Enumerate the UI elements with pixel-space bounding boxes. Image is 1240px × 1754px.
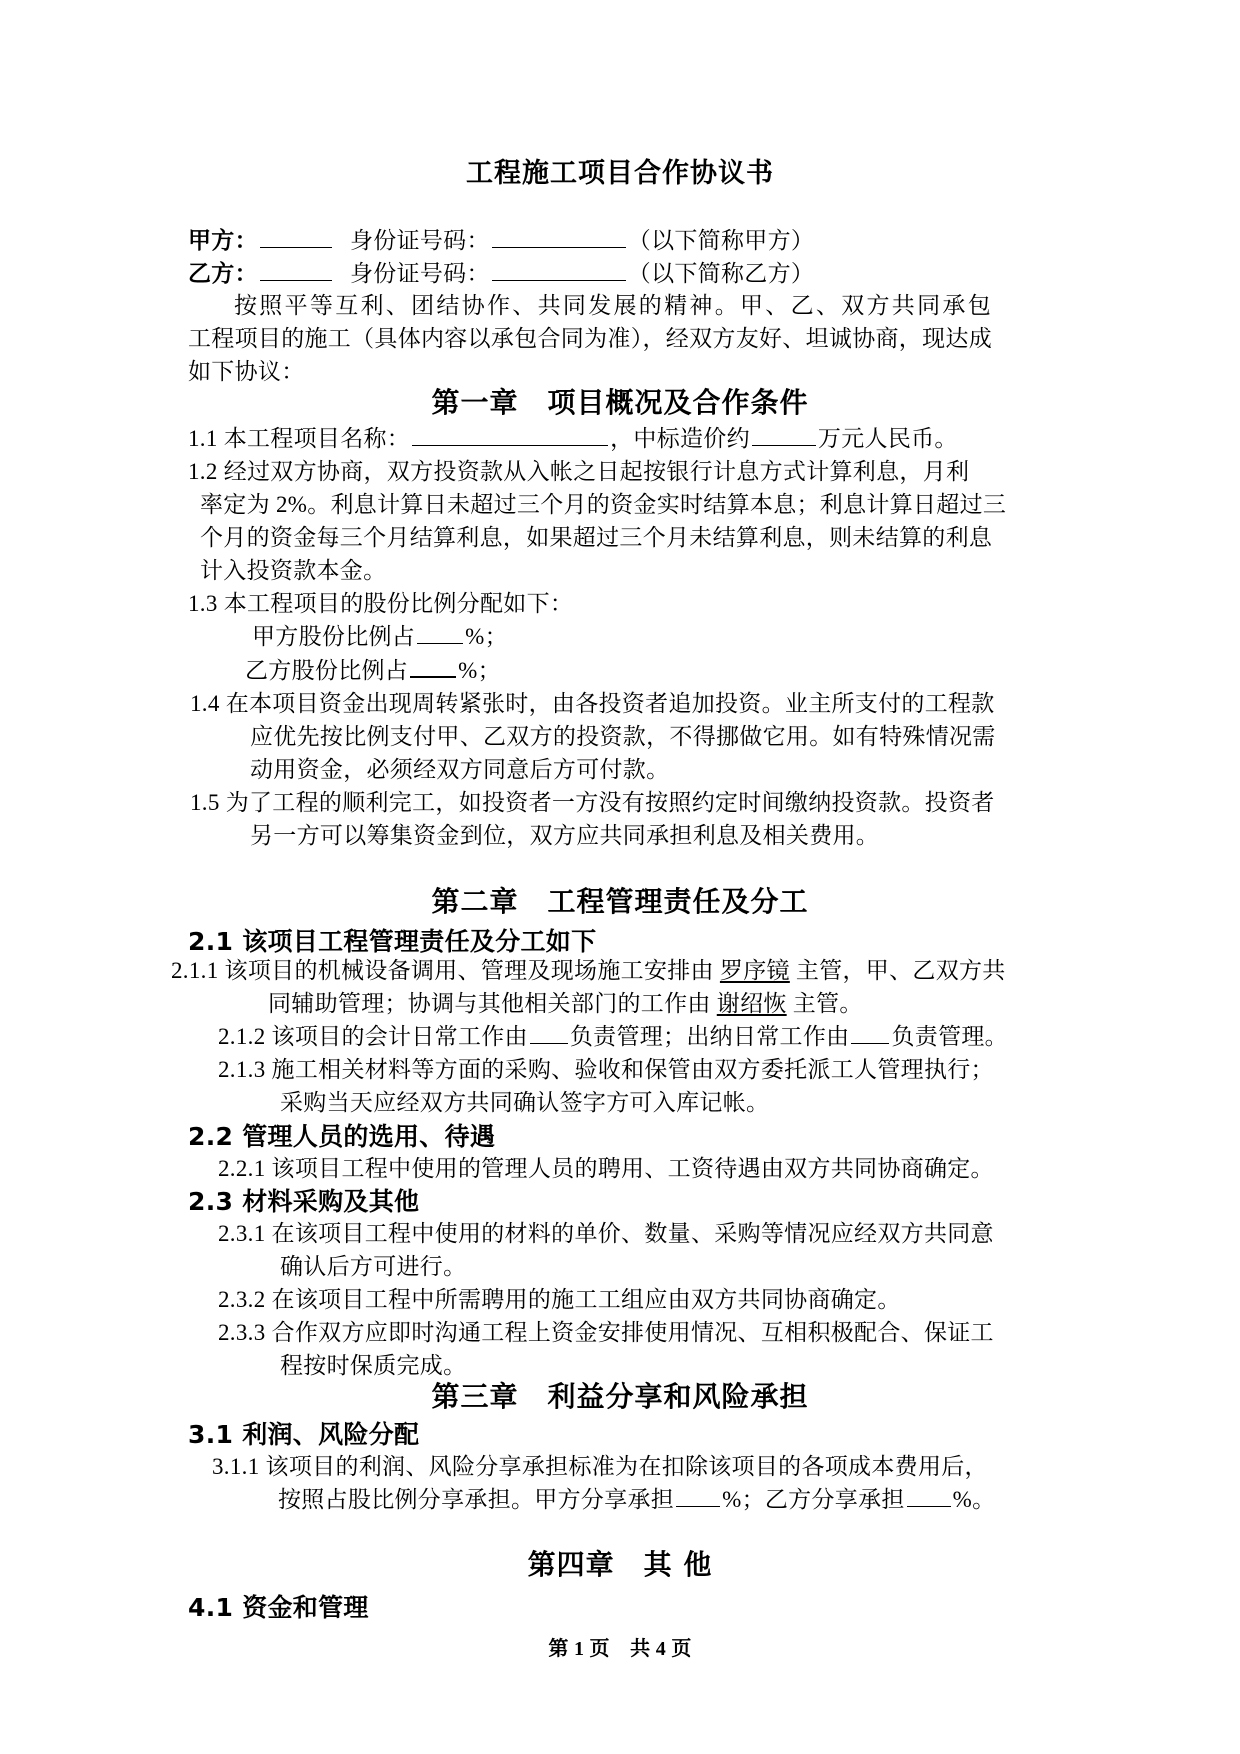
clause-1-1-text-a: 1.1 本工程项目名称： — [188, 426, 411, 451]
clause-1-1 — [188, 423, 958, 455]
page-footer: 第 1 页 共 4 页 — [548, 1638, 692, 1660]
section-2-3-title: 2.3 材料采购及其他 — [188, 1187, 420, 1216]
clause-2-3-1-line: 2.3.1 在该项目工程中使用的材料的单价、数量、采购等情况应经双方共同意 — [218, 1221, 994, 1246]
chapter-3-title: 第三章 利益分享和风险承担 — [431, 1380, 809, 1413]
share-a-blank — [417, 621, 463, 644]
party-a-suffix: （以下简称甲方） — [627, 228, 815, 253]
party-b-id-label: 身份证号码： — [349, 261, 490, 286]
party-b-line — [188, 258, 814, 290]
clause-2-2-1: 2.2.1 该项目工程中使用的管理人员的聘用、工资待遇由双方共同协商确定。 — [218, 1156, 994, 1181]
clause-3-1-1-text-b: %；乙方分享承担 — [722, 1487, 905, 1512]
clause-2-1-2-text-a: 2.1.2 该项目的会计日常工作由 — [218, 1024, 528, 1049]
clause-1-5-line: 另一方可以筹集资金到位，双方应共同承担利息及相关费用。 — [250, 823, 880, 848]
intro-line: 按照平等互利、团结协作、共同发展的精神。甲、乙、双方共同承包 — [234, 293, 993, 318]
intro-line: 工程项目的施工（具体内容以承包合同为准），经双方友好、坦诚协商，现达成 — [188, 326, 992, 351]
clause-2-1-2 — [218, 1021, 1008, 1053]
party-b-label: 乙方： — [188, 261, 258, 286]
clause-3-1-1-line2 — [278, 1484, 995, 1516]
party-a-line — [188, 225, 814, 257]
party-b-id-blank — [492, 258, 626, 281]
clause-2-1-1-text-b: 主管，甲、乙双方共 — [795, 958, 1006, 983]
clause-1-4-line: 1.4 在本项目资金出现周转紧张时，由各投资者追加投资。业主所支付的工程款 — [190, 691, 995, 716]
share-b-line — [245, 654, 501, 687]
cashier-blank — [851, 1021, 889, 1044]
clause-2-1-1-text-a: 2.1.1 该项目的机械设备调用、管理及现场施工安排由 — [171, 958, 714, 983]
clause-2-1-3-line: 采购当天应经双方共同确认签字方可入库记帐。 — [280, 1090, 770, 1115]
share-a-label: 甲方股份比例占 — [252, 624, 416, 649]
clause-2-3-3-line: 程按时保质完成。 — [280, 1353, 467, 1378]
profit-a-blank — [676, 1484, 720, 1507]
party-b-name-blank — [260, 258, 332, 281]
clause-1-2-line: 计入投资款本金。 — [200, 558, 387, 583]
clause-3-1-1-text-a: 按照占股比例分享承担。甲方分享承担 — [278, 1487, 675, 1512]
clause-2-1-1-line1 — [171, 955, 1006, 987]
clause-1-2-line: 个月的资金每三个月结算利息，如果超过三个月未结算利息，则未结算的利息 — [200, 525, 993, 550]
clause-3-1-1-text-c: %。 — [952, 1487, 996, 1512]
accountant-blank — [530, 1021, 568, 1044]
share-b-blank — [410, 654, 456, 678]
chapter-1-title: 第一章 项目概况及合作条件 — [431, 386, 809, 419]
manager-name-2: 谢绍恢 — [716, 991, 787, 1016]
clause-1-2-line: 率定为 2%。利息计算日未超过三个月的资金实时结算本息；利息计算日超过三 — [200, 492, 1007, 517]
project-name-blank — [412, 423, 608, 446]
clause-1-4-line: 动用资金，必须经双方同意后方可付款。 — [250, 757, 670, 782]
clause-2-1-2-text-b: 负责管理；出纳日常工作由 — [569, 1024, 850, 1049]
clause-1-3: 1.3 本工程项目的股份比例分配如下： — [188, 591, 574, 616]
clause-2-3-1-line: 确认后方可进行。 — [280, 1254, 467, 1279]
clause-2-1-1-text-c: 同辅助管理；协调与其他相关部门的工作由 — [268, 991, 711, 1016]
share-b-unit: %； — [458, 658, 501, 683]
party-b-suffix: （以下简称乙方） — [627, 261, 815, 286]
party-a-label: 甲方： — [188, 228, 258, 253]
clause-1-4-line: 应优先按比例支付甲、乙双方的投资款，不得挪做它用。如有特殊情况需 — [250, 724, 996, 749]
clause-2-1-1-line2 — [268, 988, 863, 1020]
section-2-2-title: 2.2 管理人员的选用、待遇 — [188, 1122, 496, 1151]
clause-2-3-2: 2.3.2 在该项目工程中所需聘用的施工工组应由双方共同协商确定。 — [218, 1287, 901, 1312]
clause-1-2-line: 1.2 经过双方协商，双方投资款从入帐之日起按银行计息方式计算利息，月利 — [188, 459, 970, 484]
chapter-4-title: 第四章 其 他 — [527, 1548, 713, 1581]
share-a-line — [252, 621, 508, 653]
chapter-2-title: 第二章 工程管理责任及分工 — [431, 885, 809, 918]
section-3-1-title: 3.1 利润、风险分配 — [188, 1420, 420, 1449]
clause-2-1-3-line: 2.1.3 施工相关材料等方面的采购、验收和保管由双方委托派工人管理执行； — [218, 1057, 994, 1082]
clause-2-3-3-line: 2.3.3 合作双方应即时沟通工程上资金安排使用情况、互相积极配合、保证工 — [218, 1320, 994, 1345]
party-a-name-blank — [260, 225, 332, 248]
share-b-label: 乙方股份比例占 — [245, 658, 409, 683]
clause-2-1-2-text-c: 负责管理。 — [891, 1024, 1008, 1049]
section-4-1-title: 4.1 资金和管理 — [188, 1593, 369, 1622]
bid-amount-blank — [752, 423, 816, 446]
section-2-1-title: 2.1 该项目工程管理责任及分工如下 — [188, 927, 597, 956]
profit-b-blank — [907, 1484, 951, 1507]
share-a-unit: %； — [465, 624, 508, 649]
clause-3-1-1-line1: 3.1.1 该项目的利润、风险分享承担标准为在扣除该项目的各项成本费用后， — [212, 1454, 988, 1479]
manager-name-1: 罗序镜 — [719, 958, 790, 983]
clause-1-1-text-c: 万元人民币。 — [817, 426, 958, 451]
clause-1-1-text-b: ，中标造价约 — [610, 426, 750, 451]
intro-line: 如下协议： — [188, 359, 305, 384]
document-title: 工程施工项目合作协议书 — [466, 158, 774, 189]
party-a-id-label: 身份证号码： — [349, 228, 490, 253]
clause-1-5-line: 1.5 为了工程的顺利完工，如投资者一方没有按照约定时间缴纳投资款。投资者 — [190, 790, 995, 815]
party-a-id-blank — [492, 225, 626, 248]
clause-2-1-1-text-d: 主管。 — [792, 991, 863, 1016]
